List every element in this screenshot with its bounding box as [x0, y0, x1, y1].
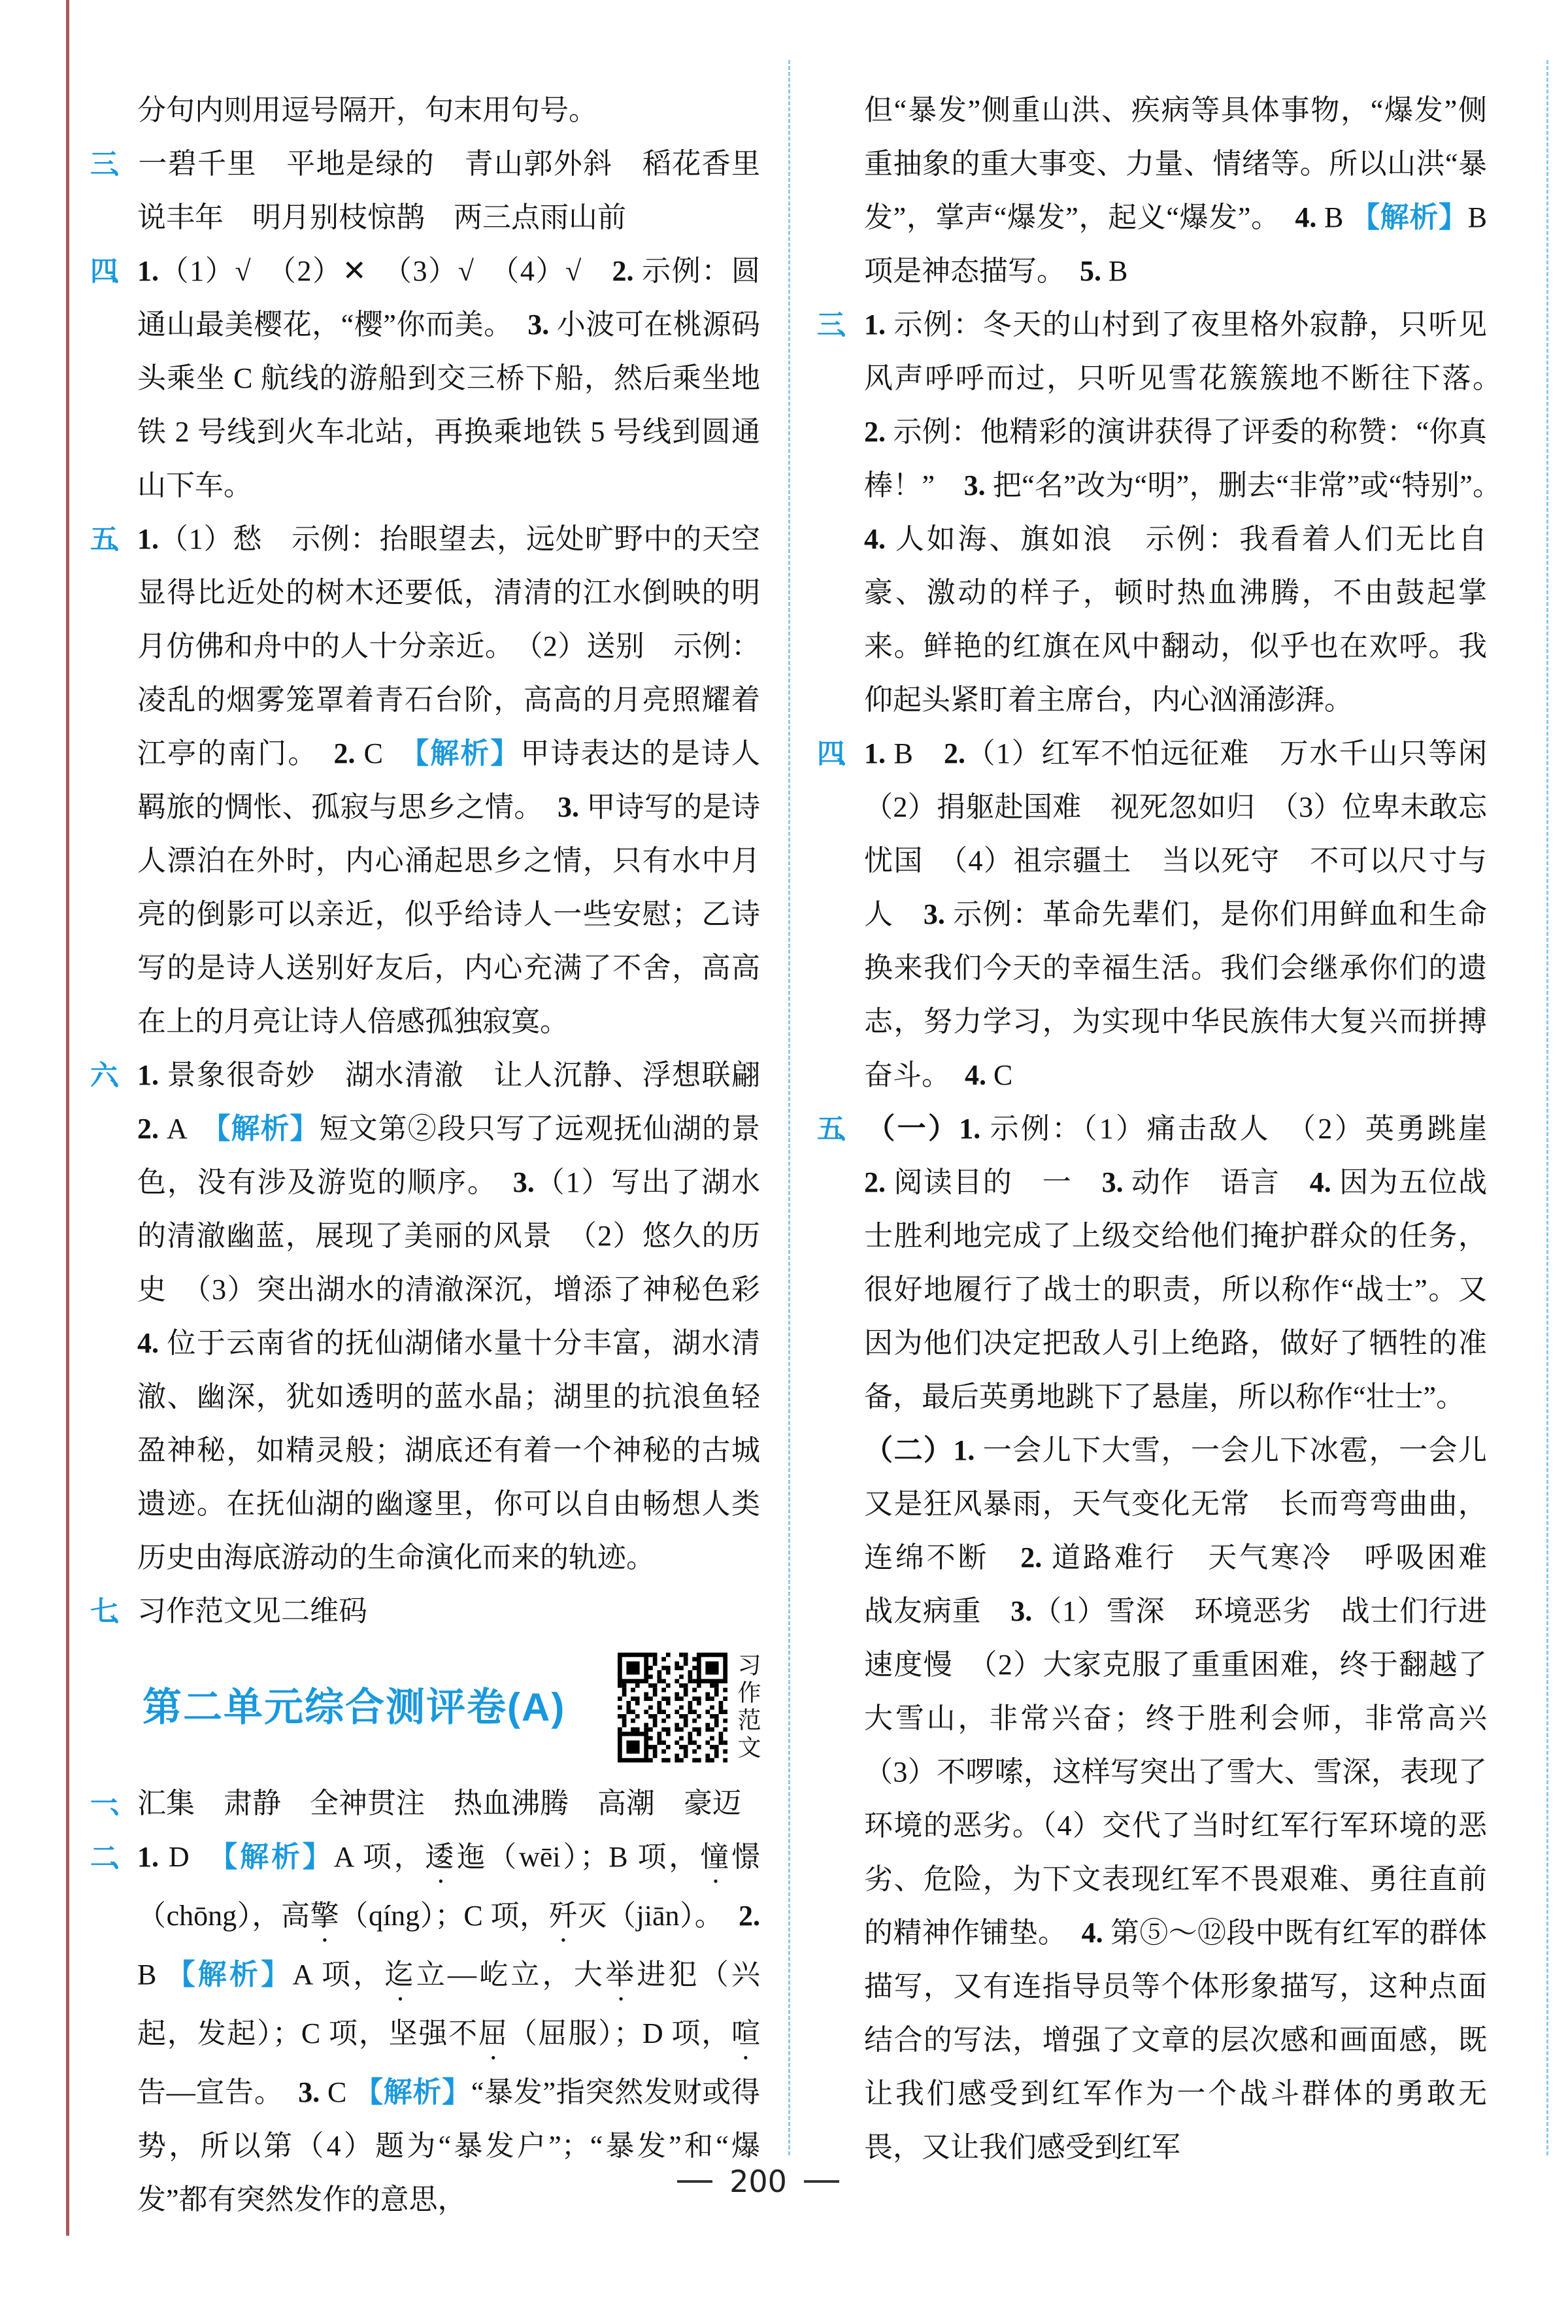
footer-dash-left	[677, 2180, 712, 2183]
answer-number: 1.	[137, 255, 159, 287]
analysis-tag: 【解析】	[216, 1113, 320, 1145]
answer-text: C	[355, 737, 415, 769]
answer-number: 1.	[137, 523, 159, 555]
answer-number: 3.	[512, 1166, 535, 1198]
answer-number: （一）1.	[864, 1113, 981, 1145]
answer-text: （屈服）；D 项，	[508, 2017, 731, 2049]
answer-number: 4.	[1295, 201, 1317, 233]
answer-text: 习作范文见二维码	[137, 1595, 367, 1627]
answer-number: 3.	[923, 898, 945, 930]
answer-block	[817, 84, 1487, 298]
analysis-tag: 【解析】	[1351, 201, 1468, 233]
answer-number: 2.	[333, 737, 356, 769]
answer-number: 3.	[527, 309, 550, 341]
answer-text: 道路难行 天气寒冷 呼吸困难 战友病重	[864, 1541, 1516, 1627]
answer-text: 示例：圆通山最美樱花，“樱”你而美。	[137, 255, 761, 341]
emphasized-char: 屈	[478, 2017, 509, 2049]
emphasized-char: 憧	[700, 1841, 731, 1873]
analysis-tag: 【解析】	[223, 1841, 334, 1873]
answer-number: 4.	[1081, 1917, 1103, 1949]
answer-number: 4.	[864, 523, 886, 555]
answer-text: 一会儿下大雪，一会儿下冰雹，一会儿又是狂风暴雨，天气变化无常 长而弯弯曲曲，连绵不断	[864, 1434, 1488, 1574]
emphasized-char: 逶	[425, 1841, 457, 1873]
answer-text: （1）雪深 环境恶劣 战士们行进速度慢 （2）大家克服了重重困难，终于翻越了大雪山，非常兴奋；终于胜利会师，非常高兴 （3）不啰嗦，这样写突出了雪大、雪深，表现了环境的恶劣。（4）交代了当时红军行军环境的恶劣、危险，为下文表现红军不畏艰难、勇往直前的精神作铺垫。	[864, 1595, 1516, 1949]
answer-number: 2.	[739, 1900, 761, 1932]
emphasized-char: 举	[605, 1959, 637, 1991]
answer-number: 3.	[963, 469, 986, 501]
answer-text: 因为五位战士胜利地完成了上级交给他们掩护群众的任务，很好地履行了战士的职责，所以称作“战士”。又因为他们决定把敌人引上绝路，做好了牺牲的准备，最后英勇地跳下了悬崖，所以称作“壮士”。	[864, 1166, 1488, 1413]
answer-text: B	[1101, 255, 1128, 287]
right-column-blocks	[817, 84, 1516, 2174]
answer-number: 3.	[558, 791, 579, 823]
answer-number: （二）1.	[864, 1434, 975, 1466]
answer-text: 甲诗表达的是诗人羁旅的惆怅、孤寂与思乡之情。	[137, 737, 760, 823]
answer-block	[817, 727, 1516, 1102]
answer-text: B 项是神态描写。	[864, 201, 1487, 287]
answer-text: （1）√ （2）✕ （3）√ （4）√	[159, 255, 612, 287]
answer-text: 告—宣告。	[137, 2076, 299, 2108]
answer-text: 一碧千里 平地是绿的 青山郭外斜 稻花香里说丰年 明月别枝惊鹊 两三点雨山前	[137, 148, 760, 233]
answer-text: 汇集 肃静 全神贯注 热血沸腾 高潮 豪迈	[137, 1787, 741, 1819]
answer-text: 把“名”改为“明”，删去“非常”或“特别”。	[985, 469, 1516, 501]
answer-text: B	[137, 1959, 167, 1991]
answer-text: “暴发”指突然发财或得势，所以第（4）题为“暴发户”；“暴发”和“爆发”都有突然发作的意思，	[137, 2076, 760, 2215]
answer-number: 5.	[1080, 255, 1101, 287]
answer-text: 人如海、旗如浪 示例：我看着人们无比自豪、激动的样子，顿时热血沸腾，不由鼓起掌来。鲜艳的红旗在风中翻动，似乎也在欢呼。我仰起头紧盯着主席台，内心汹涌澎湃。	[864, 523, 1487, 716]
emphasized-char: 迄	[384, 1959, 416, 1991]
footer-dash-right	[804, 2180, 839, 2183]
answer-text: 但“暴发”侧重山洪、疾病等具体事物，“爆发”侧重抽象的重大事变、力量、情绪等。所以山洪“暴发”，掌声“爆发”，起义“爆发”。	[864, 94, 1487, 233]
answer-text: 示例：他精彩的演讲获得了评委的称赞：“你真棒！”	[864, 416, 1487, 501]
answer-number: 2.	[864, 1166, 886, 1198]
emphasized-char: 擎	[310, 1900, 340, 1932]
answer-text: （1）愁 示例：抬眼望去，远处旷野中的天空显得比近处的树木还要低，清清的江水倒映的明月仿佛和舟中的人十分亲近。 （2）送别 示例：凌乱的烟雾笼罩着青石台阶，高高的月亮照耀着江亭的南门。	[137, 523, 760, 769]
answer-number: 1.	[137, 1841, 159, 1873]
left-margin-rule	[66, 0, 69, 2236]
qr-caption: 习作范文	[735, 1653, 761, 1762]
answer-number: 1.	[864, 737, 886, 769]
answer-number: 2.	[1020, 1541, 1043, 1574]
answer-number: 2.	[612, 255, 634, 287]
answer-text: B	[886, 737, 944, 769]
answer-text: 第⑤～⑫段中既有红军的群体描写，又有连指导员等个体形象描写，这种点面结合的写法，增强了文章的层次感和画面感，既让我们感受到红军作为一个战斗群体的勇敢无畏，又让我们感受到红军	[864, 1917, 1488, 2163]
answer-text: 甲诗写的是诗人漂泊在外时，内心涌起思乡之情，只有水中月亮的倒影可以亲近，似乎给诗人一些安慰；乙诗写的是诗人送别好友后，内心充满了不舍，高高在上的月亮让诗人倍感孤独寂寞。	[137, 791, 760, 1037]
section-label: 四、	[817, 738, 857, 769]
answer-text: 景象很奇妙 湖水清澈 让人沉静、浮想联翩	[159, 1059, 789, 1091]
answer-text: 阅读目的 一	[886, 1166, 1102, 1198]
answer-block	[817, 1424, 1516, 2174]
answer-text: 示例：（1）痛击敌人 （2）英勇跳崖	[980, 1113, 1516, 1145]
answer-text: 立—屹立，大	[416, 1959, 606, 1991]
section-label: 二、	[90, 1842, 130, 1872]
answer-text: 示例：冬天的山村到了夜里格外寂静，只听见风声呼呼而过，只听见雪花簇簇地不断往下落。	[864, 309, 1516, 394]
left-column-bottom	[90, 1777, 760, 2227]
answer-number: 2.	[137, 1113, 159, 1145]
answer-text: 灭（jiān）。	[578, 1900, 739, 1932]
answer-text: 迤（wēi）；B 项，	[456, 1841, 701, 1873]
answer-text: A 项，	[292, 1959, 385, 1991]
answer-block	[817, 1102, 1516, 1424]
answer-text: 进犯（兴起，发起）；C 项，坚强不	[137, 1959, 761, 2049]
answer-block	[90, 1049, 789, 1585]
answer-block	[90, 513, 760, 1049]
answer-text: 小波可在桃源码头乘坐 C 航线的游船到交三桥下船，然后乘坐地铁 2 号线到火车北站，再换乘地铁 5 号线到圆通山下车。	[137, 309, 761, 501]
analysis-tag: 【解析】	[354, 2076, 471, 2108]
answer-text: A	[159, 1113, 216, 1145]
answer-text: D	[159, 1841, 224, 1873]
page-footer	[660, 2164, 856, 2199]
qr-code	[618, 1653, 727, 1762]
analysis-tag: 【解析】	[414, 737, 521, 769]
emphasized-char: 歼	[548, 1900, 578, 1932]
answer-text: 分句内则用逗号隔开，句末用句号。	[137, 94, 597, 126]
section-label: 一、	[90, 1788, 130, 1819]
answer-number: 1.	[864, 309, 886, 341]
analysis-tag: 【解析】	[166, 1959, 293, 1991]
qr-block	[618, 1653, 760, 1762]
section-label: 三、	[90, 148, 130, 179]
answer-block	[90, 137, 760, 244]
right-column	[817, 84, 1516, 2174]
answer-number: 4.	[965, 1059, 986, 1091]
answer-block	[90, 244, 760, 513]
answer-number: 1.	[137, 1059, 159, 1091]
answer-number: 4.	[1309, 1166, 1331, 1198]
section-label: 七、	[90, 1596, 130, 1626]
answer-number: 3.	[298, 2076, 320, 2108]
answer-number: 3.	[1101, 1166, 1124, 1198]
answer-block	[90, 1777, 760, 1830]
answer-text: 位于云南省的抚仙湖储水量十分丰富，湖水清澈、幽深，犹如透明的蓝水晶；湖里的抗浪鱼轻盈神秘，如精灵般；湖底还有着一个神秘的古城遗迹。在抚仙湖的幽邃里，你可以自由畅想人类历史由海底游动的生命演化而来的轨迹。	[137, 1327, 760, 1574]
answer-text: A 项，	[333, 1841, 425, 1873]
answer-text: 憬（chōng），高	[137, 1841, 760, 1932]
section-label: 六、	[90, 1060, 130, 1090]
answer-text: 短文第②段只写了远观抚仙湖的景色，没有涉及游览的顺序。	[137, 1113, 761, 1198]
section-label: 五、	[90, 524, 130, 554]
unit-title: 第二单元综合测评卷(A)	[142, 1685, 566, 1729]
answer-block	[90, 1585, 760, 1638]
answer-number: 3.	[1010, 1595, 1033, 1627]
answer-text: C	[320, 2076, 355, 2108]
section-label: 三、	[817, 309, 857, 340]
page-number: 200	[729, 2164, 787, 2199]
section-label: 五、	[817, 1113, 857, 1144]
emphasized-char: 喧	[731, 2017, 760, 2049]
page-edge-divider-line	[1546, 60, 1548, 2155]
left-column-top	[90, 84, 789, 1638]
answer-block	[90, 84, 760, 137]
answer-block	[817, 298, 1516, 727]
section-label: 四、	[90, 256, 130, 286]
unit-header	[90, 1638, 760, 1777]
answer-text: 动作 语言	[1123, 1166, 1310, 1198]
answer-number: 4.	[137, 1327, 159, 1359]
answer-text: （qíng）；C 项，	[339, 1900, 549, 1932]
column-divider-line	[788, 60, 790, 2155]
answer-number: 2.	[944, 737, 966, 769]
answer-text: （1）红军不怕远征难 万水千山只等闲 （2）捐躯赴国难 视死忽如归 （3）位卑未敢忘忧国 （4）祖宗疆土 当以死守 不可以尺寸与人	[864, 737, 1516, 930]
answer-text: （1）写出了湖水的清澈幽蓝，展现了美丽的风景 （2）悠久的历史 （3）突出湖水的清澈深沉，增添了神秘色彩	[137, 1166, 789, 1305]
answer-text: C	[986, 1059, 1013, 1091]
answer-number: 2.	[864, 416, 886, 448]
left-column	[90, 84, 789, 2227]
answer-text: B	[1316, 201, 1352, 233]
answer-text: 示例：革命先辈们，是你们用鲜血和生命换来我们今天的幸福生活。我们会继承你们的遗志，努力学习，为实现中华民族伟大复兴而拼搏奋斗。	[864, 898, 1488, 1091]
